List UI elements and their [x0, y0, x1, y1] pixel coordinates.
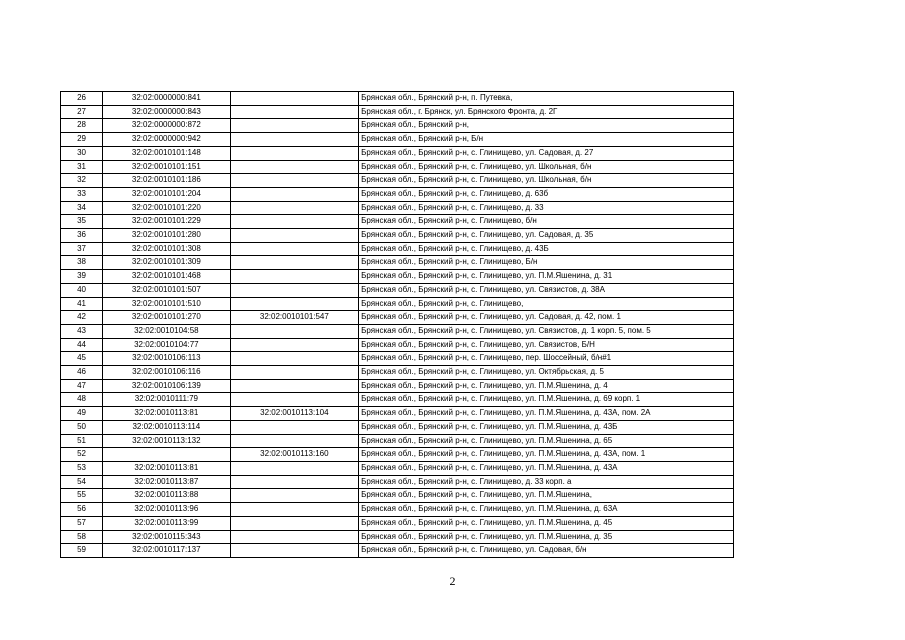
parent-cadastral-number-cell: [230, 160, 359, 174]
address-cell: Брянская обл., Брянский р-н, с. Глинищево, ул. П.М.Яшенина, д. 69 корп. 1: [359, 393, 734, 407]
parent-cadastral-number-cell: [230, 461, 359, 475]
parent-cadastral-number-cell: 32:02:0010113:104: [230, 407, 359, 421]
address-cell: Брянская обл., Брянский р-н, с. Глинищево, ул. П.М.Яшенина, д. 35: [359, 530, 734, 544]
cadastral-number-cell: 32:02:0010101:510: [103, 297, 230, 311]
row-number-cell: 38: [61, 256, 103, 270]
row-number-cell: 34: [61, 201, 103, 215]
cadastral-number-cell: 32:02:0010101:308: [103, 242, 230, 256]
address-cell: Брянская обл., Брянский р-н, с. Глинищево, д. 33: [359, 201, 734, 215]
row-number-cell: 46: [61, 366, 103, 380]
table-row: [61, 434, 734, 448]
cadastral-number-cell: 32:02:0010101:148: [103, 146, 230, 160]
table-row: [61, 283, 734, 297]
address-cell: Брянская обл., Брянский р-н, с. Глинищево, ул. П.М.Яшенина, д. 43А: [359, 461, 734, 475]
address-cell: Брянская обл., Брянский р-н, с. Глинищево, пер. Шоссейный, б/н#1: [359, 352, 734, 366]
cadastral-number-cell: 32:02:0010101:270: [103, 311, 230, 325]
cadastral-number-cell: [103, 448, 230, 462]
cadastral-number-cell: 32:02:0010113:96: [103, 503, 230, 517]
row-number-cell: 26: [61, 92, 103, 106]
address-cell: Брянская обл., Брянский р-н, с. Глинищево, ул. Садовая, д. 35: [359, 229, 734, 243]
row-number-cell: 32: [61, 174, 103, 188]
row-number-cell: 47: [61, 379, 103, 393]
table-row: [61, 119, 734, 133]
address-cell: Брянская обл., Брянский р-н, с. Глинищево, ул. Садовая, б/н: [359, 544, 734, 558]
address-cell: Брянская обл., Брянский р-н, с. Глинищево, ул. Школьная, б/н: [359, 174, 734, 188]
parent-cadastral-number-cell: [230, 201, 359, 215]
table-row: [61, 448, 734, 462]
address-cell: Брянская обл., Брянский р-н, с. Глинищево, б/н: [359, 215, 734, 229]
cadastral-number-cell: 32:02:0000000:942: [103, 133, 230, 147]
parent-cadastral-number-cell: [230, 352, 359, 366]
cadastral-number-cell: 32:02:0010113:114: [103, 420, 230, 434]
row-number-cell: 58: [61, 530, 103, 544]
table-row: [61, 544, 734, 558]
address-cell: Брянская обл., Брянский р-н, с. Глинищево,: [359, 297, 734, 311]
cadastral-number-cell: 32:02:0010117:137: [103, 544, 230, 558]
row-number-cell: 29: [61, 133, 103, 147]
address-cell: Брянская обл., Брянский р-н, с. Глинищево, ул. Октябрьская, д. 5: [359, 366, 734, 380]
row-number-cell: 30: [61, 146, 103, 160]
cadastral-number-cell: 32:02:0010101:204: [103, 187, 230, 201]
address-cell: Брянская обл., Брянский р-н, с. Глинищево, ул. П.М.Яшенина, д. 63А: [359, 503, 734, 517]
table-row: [61, 92, 734, 106]
cadastral-number-cell: 32:02:0010106:139: [103, 379, 230, 393]
row-number-cell: 49: [61, 407, 103, 421]
parent-cadastral-number-cell: [230, 187, 359, 201]
parent-cadastral-number-cell: [230, 516, 359, 530]
row-number-cell: 59: [61, 544, 103, 558]
parent-cadastral-number-cell: [230, 215, 359, 229]
row-number-cell: 56: [61, 503, 103, 517]
parent-cadastral-number-cell: [230, 324, 359, 338]
cadastral-number-cell: 32:02:0000000:843: [103, 105, 230, 119]
address-cell: Брянская обл., Брянский р-н, с. Глинищево, ул. Связистов, Б/Н: [359, 338, 734, 352]
table-row: [61, 311, 734, 325]
table-row: [61, 393, 734, 407]
parent-cadastral-number-cell: [230, 297, 359, 311]
table-row: [61, 146, 734, 160]
table-row: [61, 242, 734, 256]
table-body: [61, 92, 734, 558]
parent-cadastral-number-cell: [230, 366, 359, 380]
address-cell: Брянская обл., Брянский р-н, с. Глинищево, ул. Школьная, б/н: [359, 160, 734, 174]
parent-cadastral-number-cell: [230, 270, 359, 284]
cadastral-number-cell: 32:02:0010104:77: [103, 338, 230, 352]
row-number-cell: 43: [61, 324, 103, 338]
parent-cadastral-number-cell: [230, 92, 359, 106]
cadastral-number-cell: 32:02:0010113:81: [103, 461, 230, 475]
cadastral-number-cell: 32:02:0010115:343: [103, 530, 230, 544]
row-number-cell: 41: [61, 297, 103, 311]
address-cell: Брянская обл., Брянский р-н, с. Глинищево, ул. П.М.Яшенина, д. 45: [359, 516, 734, 530]
address-cell: Брянская обл., Брянский р-н, с. Глинищево, ул. П.М.Яшенина, д. 65: [359, 434, 734, 448]
table-row: [61, 201, 734, 215]
parent-cadastral-number-cell: [230, 544, 359, 558]
address-cell: Брянская обл., Брянский р-н, с. Глинищево, ул. П.М.Яшенина,: [359, 489, 734, 503]
row-number-cell: 39: [61, 270, 103, 284]
table-row: [61, 407, 734, 421]
table-row: [61, 489, 734, 503]
address-cell: Брянская обл., Брянский р-н, с. Глинищево, ул. П.М.Яшенина, д. 31: [359, 270, 734, 284]
table-row: [61, 503, 734, 517]
cadastral-objects-table: [60, 91, 734, 558]
table-row: [61, 174, 734, 188]
address-cell: Брянская обл., Брянский р-н, с. Глинищево, ул. П.М.Яшенина, д. 43А, пом. 2А: [359, 407, 734, 421]
row-number-cell: 54: [61, 475, 103, 489]
table-row: [61, 530, 734, 544]
address-cell: Брянская обл., Брянский р-н, с. Глинищево, ул. Садовая, д. 42, пом. 1: [359, 311, 734, 325]
row-number-cell: 44: [61, 338, 103, 352]
row-number-cell: 33: [61, 187, 103, 201]
parent-cadastral-number-cell: [230, 146, 359, 160]
cadastral-number-cell: 32:02:0010106:116: [103, 366, 230, 380]
parent-cadastral-number-cell: [230, 420, 359, 434]
parent-cadastral-number-cell: [230, 174, 359, 188]
cadastral-number-cell: 32:02:0010101:151: [103, 160, 230, 174]
address-cell: Брянская обл., Брянский р-н,: [359, 119, 734, 133]
table-row: [61, 270, 734, 284]
cadastral-number-cell: 32:02:0010113:81: [103, 407, 230, 421]
address-cell: Брянская обл., Брянский р-н, с. Глинищево, ул. Связистов, д. 1 корп. 5, пом. 5: [359, 324, 734, 338]
table-row: [61, 160, 734, 174]
table-row: [61, 256, 734, 270]
row-number-cell: 37: [61, 242, 103, 256]
row-number-cell: 55: [61, 489, 103, 503]
address-cell: Брянская обл., Брянский р-н, с. Глинищево, д. 43Б: [359, 242, 734, 256]
table-row: [61, 215, 734, 229]
parent-cadastral-number-cell: [230, 379, 359, 393]
table-row: [61, 461, 734, 475]
parent-cadastral-number-cell: [230, 475, 359, 489]
table-row: [61, 366, 734, 380]
parent-cadastral-number-cell: [230, 119, 359, 133]
table-row: [61, 187, 734, 201]
cadastral-number-cell: 32:02:0010101:229: [103, 215, 230, 229]
table-row: [61, 324, 734, 338]
row-number-cell: 31: [61, 160, 103, 174]
parent-cadastral-number-cell: [230, 338, 359, 352]
page-number: 2: [449, 574, 456, 588]
parent-cadastral-number-cell: [230, 283, 359, 297]
address-cell: Брянская обл., г. Брянск, ул. Брянского Фронта, д. 2Г: [359, 105, 734, 119]
address-cell: Брянская обл., Брянский р-н, с. Глинищево, ул. Садовая, д. 27: [359, 146, 734, 160]
parent-cadastral-number-cell: [230, 503, 359, 517]
parent-cadastral-number-cell: [230, 105, 359, 119]
parent-cadastral-number-cell: [230, 256, 359, 270]
address-cell: Брянская обл., Брянский р-н, с. Глинищево, Б/н: [359, 256, 734, 270]
row-number-cell: 45: [61, 352, 103, 366]
address-cell: Брянская обл., Брянский р-н, с. Глинищево, д. 33 корп. а: [359, 475, 734, 489]
cadastral-number-cell: 32:02:0010101:309: [103, 256, 230, 270]
address-cell: Брянская обл., Брянский р-н, Б/н: [359, 133, 734, 147]
cadastral-number-cell: 32:02:0010113:87: [103, 475, 230, 489]
row-number-cell: 50: [61, 420, 103, 434]
cadastral-number-cell: 32:02:0010111:79: [103, 393, 230, 407]
parent-cadastral-number-cell: [230, 434, 359, 448]
cadastral-number-cell: 32:02:0010106:113: [103, 352, 230, 366]
cadastral-number-cell: 32:02:0010113:99: [103, 516, 230, 530]
address-cell: Брянская обл., Брянский р-н, п. Путевка,: [359, 92, 734, 106]
address-cell: Брянская обл., Брянский р-н, с. Глинищево, ул. Связистов, д. 38А: [359, 283, 734, 297]
row-number-cell: 40: [61, 283, 103, 297]
parent-cadastral-number-cell: [230, 242, 359, 256]
parent-cadastral-number-cell: [230, 530, 359, 544]
table-row: [61, 105, 734, 119]
cadastral-number-cell: 32:02:0000000:872: [103, 119, 230, 133]
parent-cadastral-number-cell: [230, 393, 359, 407]
row-number-cell: 42: [61, 311, 103, 325]
cadastral-number-cell: 32:02:0010101:468: [103, 270, 230, 284]
row-number-cell: 51: [61, 434, 103, 448]
parent-cadastral-number-cell: [230, 229, 359, 243]
cadastral-number-cell: 32:02:0010113:88: [103, 489, 230, 503]
parent-cadastral-number-cell: [230, 489, 359, 503]
address-cell: Брянская обл., Брянский р-н, с. Глинищево, д. 63б: [359, 187, 734, 201]
parent-cadastral-number-cell: 32:02:0010101:547: [230, 311, 359, 325]
parent-cadastral-number-cell: 32:02:0010113:160: [230, 448, 359, 462]
row-number-cell: 28: [61, 119, 103, 133]
row-number-cell: 27: [61, 105, 103, 119]
cadastral-number-cell: 32:02:0010101:507: [103, 283, 230, 297]
row-number-cell: 48: [61, 393, 103, 407]
table-row: [61, 475, 734, 489]
table-row: [61, 229, 734, 243]
table-row: [61, 352, 734, 366]
address-cell: Брянская обл., Брянский р-н, с. Глинищево, ул. П.М.Яшенина, д. 4: [359, 379, 734, 393]
row-number-cell: 35: [61, 215, 103, 229]
cadastral-number-cell: 32:02:0010101:280: [103, 229, 230, 243]
table-row: [61, 133, 734, 147]
table-row: [61, 297, 734, 311]
table-row: [61, 516, 734, 530]
table-row: [61, 338, 734, 352]
cadastral-number-cell: 32:02:0010104:58: [103, 324, 230, 338]
row-number-cell: 36: [61, 229, 103, 243]
address-cell: Брянская обл., Брянский р-н, с. Глинищево, ул. П.М.Яшенина, д. 43А, пом. 1: [359, 448, 734, 462]
cadastral-number-cell: 32:02:0000000:841: [103, 92, 230, 106]
cadastral-number-cell: 32:02:0010101:220: [103, 201, 230, 215]
table-row: [61, 420, 734, 434]
row-number-cell: 53: [61, 461, 103, 475]
row-number-cell: 57: [61, 516, 103, 530]
parent-cadastral-number-cell: [230, 133, 359, 147]
cadastral-number-cell: 32:02:0010113:132: [103, 434, 230, 448]
table-row: [61, 379, 734, 393]
row-number-cell: 52: [61, 448, 103, 462]
cadastral-number-cell: 32:02:0010101:186: [103, 174, 230, 188]
address-cell: Брянская обл., Брянский р-н, с. Глинищево, ул. П.М.Яшенина, д. 43Б: [359, 420, 734, 434]
